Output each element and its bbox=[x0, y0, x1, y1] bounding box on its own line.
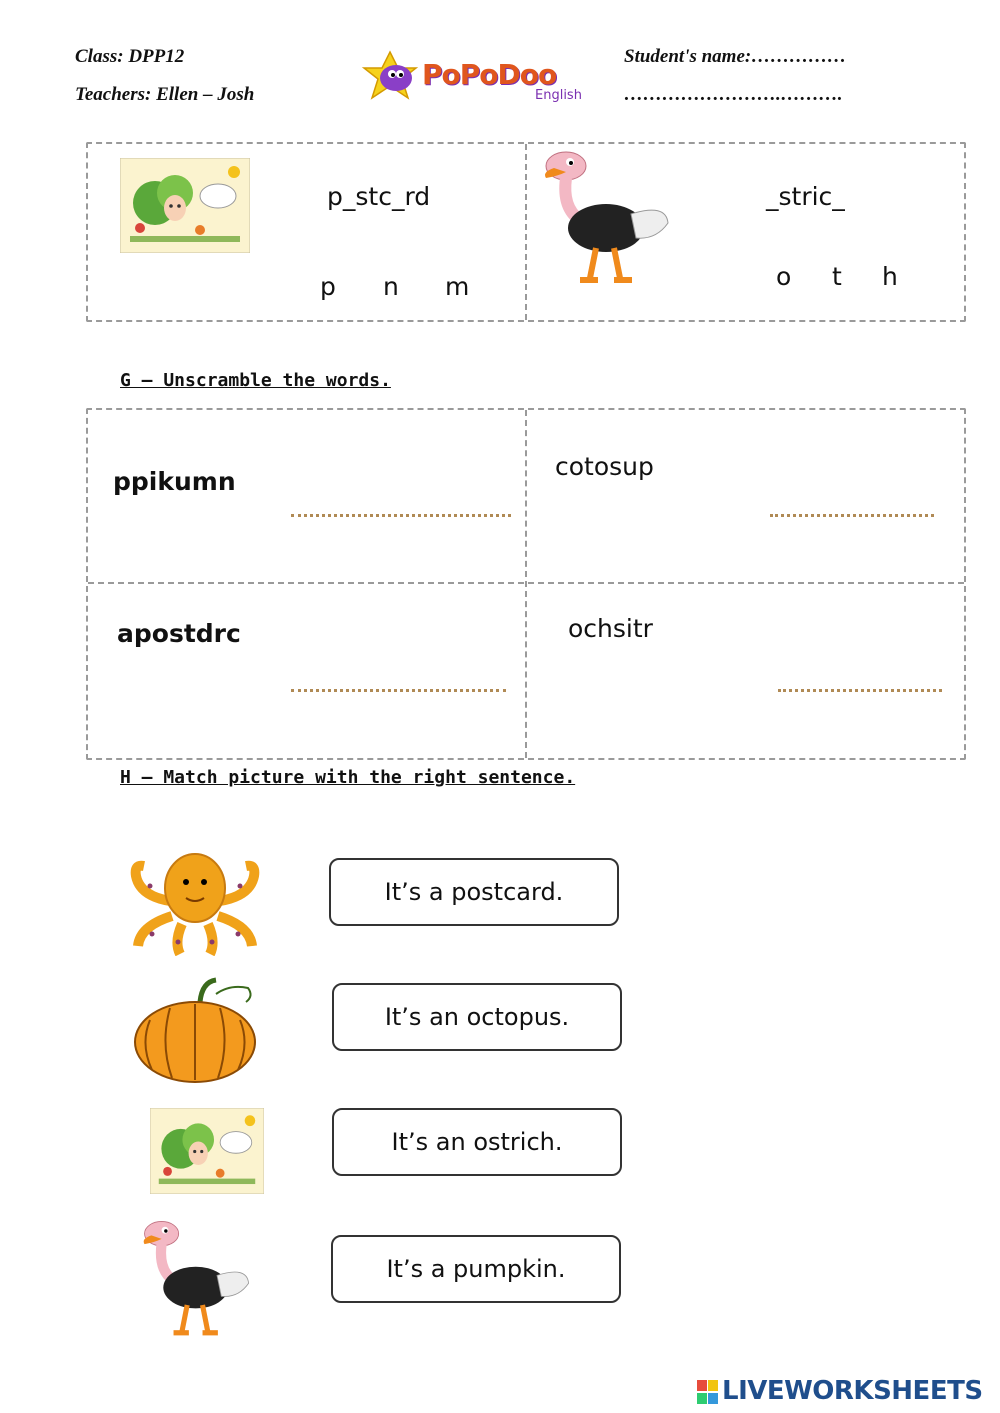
letter-option: t bbox=[832, 262, 842, 291]
scrambled-word: apostdrc bbox=[117, 619, 241, 648]
pumpkin-image bbox=[130, 974, 260, 1086]
fill-letters-divider bbox=[525, 144, 527, 320]
ostrich-image-small bbox=[136, 1218, 252, 1338]
logo-sub: English bbox=[535, 88, 582, 103]
liveworksheets-brand: LIVEWORKSHEETS bbox=[722, 1376, 983, 1406]
student-name-label: Student's name:…………… bbox=[624, 46, 847, 67]
section-g-title: G – Unscramble the words. bbox=[120, 370, 391, 391]
answer-line[interactable] bbox=[778, 689, 942, 692]
student-name-line: …………………….………. bbox=[624, 84, 843, 105]
section-h-title: H – Match picture with the right sentence. bbox=[120, 767, 576, 788]
scrambled-word: ochsitr bbox=[568, 614, 653, 643]
letter-option: h bbox=[882, 262, 898, 291]
sentence-box[interactable]: It’s an ostrich. bbox=[332, 1108, 622, 1176]
sentence-box[interactable]: It’s an octopus. bbox=[332, 983, 622, 1051]
popodoo-logo bbox=[360, 48, 595, 108]
unscramble-horizontal-divider bbox=[88, 582, 964, 584]
letter-option: o bbox=[776, 262, 792, 291]
sentence-box[interactable]: It’s a pumpkin. bbox=[331, 1235, 621, 1303]
ostrich-pattern: _stric_ bbox=[766, 182, 845, 211]
unscramble-vertical-divider bbox=[525, 410, 527, 758]
teachers-label: Teachers: Ellen – Josh bbox=[75, 84, 255, 105]
answer-line[interactable] bbox=[291, 514, 511, 517]
ostrich-image bbox=[536, 148, 672, 286]
answer-line[interactable] bbox=[291, 689, 506, 692]
scrambled-word: ppikumn bbox=[113, 467, 236, 496]
postcard-image-small bbox=[150, 1108, 264, 1194]
answer-line[interactable] bbox=[770, 514, 934, 517]
logo-text: PoPoDoo bbox=[422, 58, 557, 91]
postcard-pattern: p_stc_rd bbox=[327, 182, 431, 211]
octopus-image bbox=[130, 846, 260, 956]
scrambled-word: cotosup bbox=[555, 452, 654, 481]
postcard-image bbox=[120, 158, 250, 253]
liveworksheets-logo-icon bbox=[697, 1380, 719, 1404]
sentence-box[interactable]: It’s a postcard. bbox=[329, 858, 619, 926]
class-label: Class: DPP12 bbox=[75, 46, 185, 67]
letter-option: p bbox=[320, 272, 336, 301]
letter-option: m bbox=[445, 272, 470, 301]
letter-option: n bbox=[383, 272, 399, 301]
